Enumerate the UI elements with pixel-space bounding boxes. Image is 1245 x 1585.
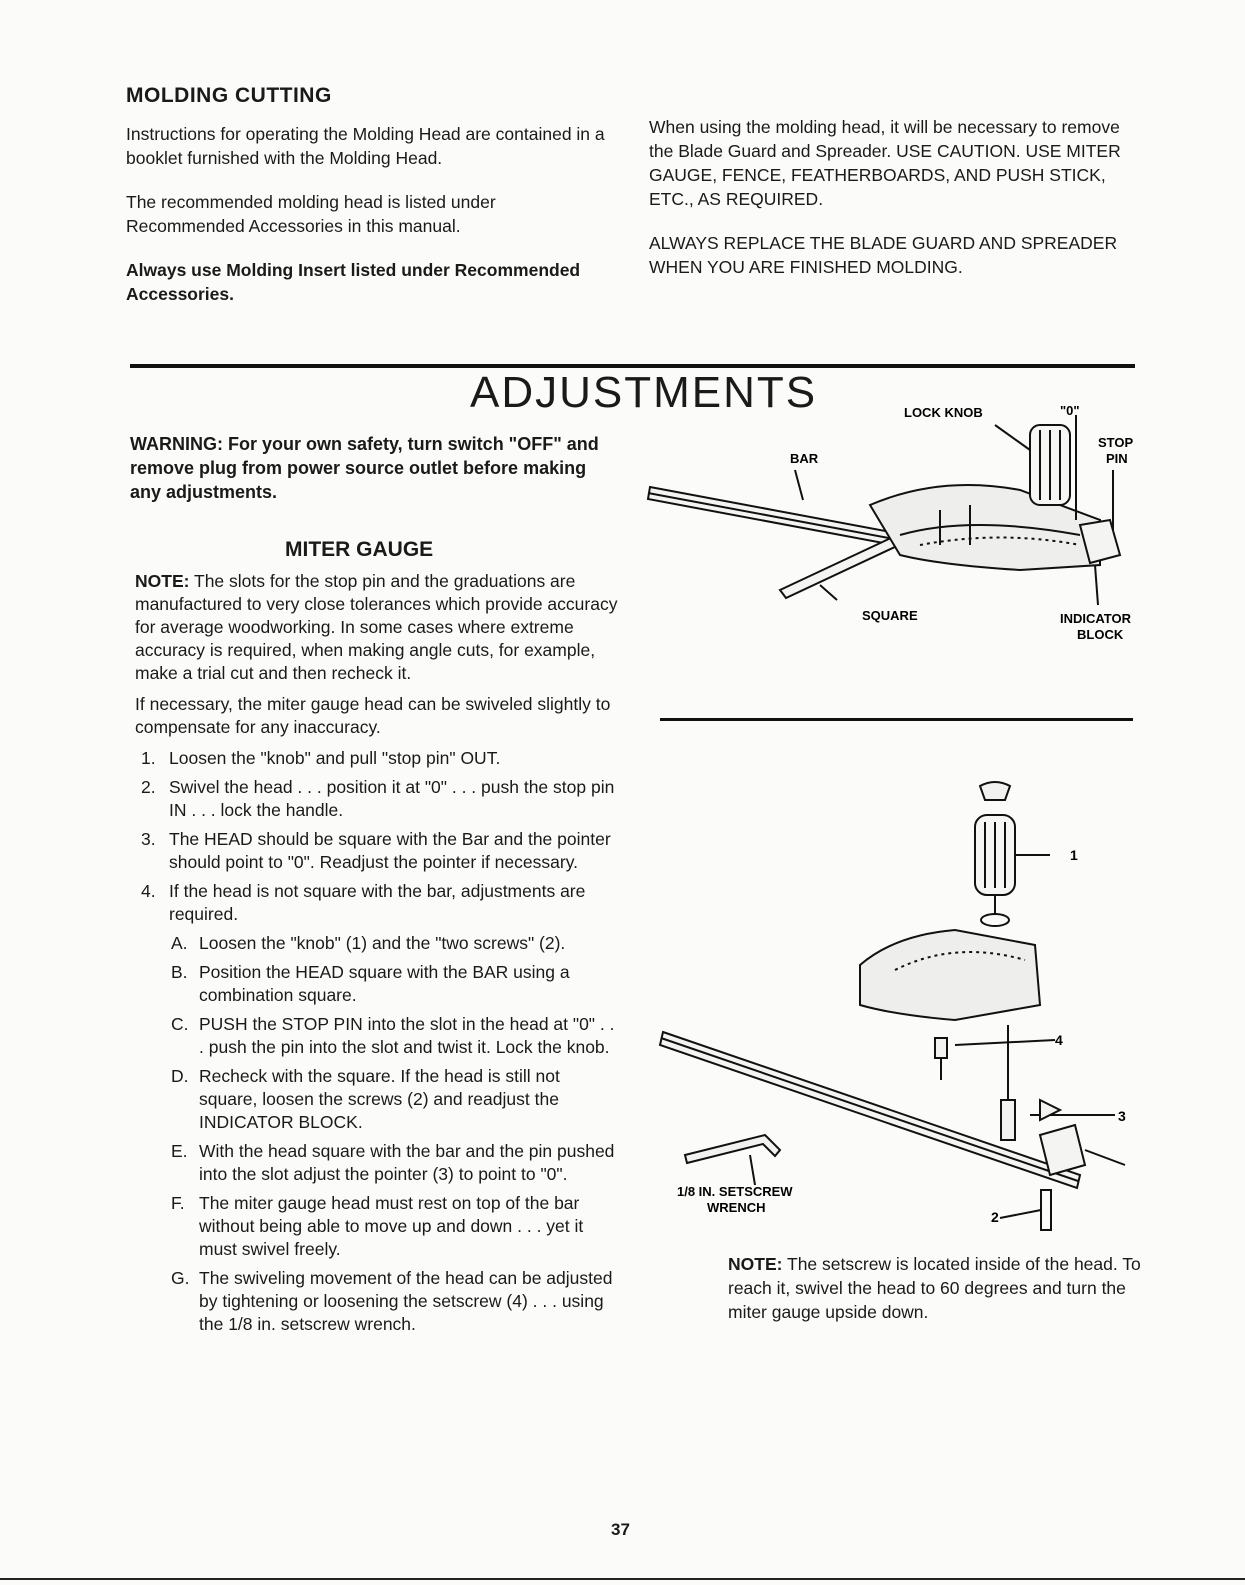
substep-text: The swiveling movement of the head can be adjusted by tightening or loosening the setscrew (4) . . . using the 1/8 in. setscrew wrench. xyxy=(199,1268,613,1334)
list-item xyxy=(135,1065,620,1134)
substep-letter: A. xyxy=(171,933,188,953)
square-label: SQUARE xyxy=(862,608,918,623)
substep-text: With the head square with the bar and the pin pushed into the slot adjust the pointer (3) to point to "0". xyxy=(199,1141,615,1184)
step-text: If the head is not square with the bar, adjustments are required. xyxy=(169,881,586,924)
list-item xyxy=(135,880,620,926)
step-number: 4. xyxy=(141,881,156,901)
substep-letter: D. xyxy=(171,1066,189,1086)
list-item xyxy=(135,747,620,770)
miter-steps xyxy=(135,747,620,1336)
indicator-label: INDICATOR xyxy=(1060,611,1132,626)
page-bottom-edge xyxy=(0,1578,1245,1580)
list-item xyxy=(135,1192,620,1261)
list-item xyxy=(135,961,620,1007)
miter-gauge-body xyxy=(135,570,620,1342)
safety-warning: WARNING: For your own safety, turn switch "OFF" and remove plug from power source outlet before making any adjustments. xyxy=(130,434,599,502)
molding-paragraph-2: The recommended molding head is listed under Recommended Accessories in this manual. xyxy=(126,192,496,236)
step-text: The HEAD should be square with the Bar and the pointer should point to "0". Readjust the pointer if necessary. xyxy=(169,829,611,872)
list-item xyxy=(135,828,620,874)
molding-paragraph-1: Instructions for operating the Molding Head are contained in a booklet furnished with the Molding Head. xyxy=(126,124,605,168)
zero-label: "0" xyxy=(1060,403,1080,418)
molding-right-column xyxy=(649,115,1127,279)
callout-4: 4 xyxy=(1055,1032,1063,1048)
lock-knob-label: LOCK KNOB xyxy=(904,405,983,420)
pin-label: PIN xyxy=(1106,451,1128,466)
list-item xyxy=(135,1140,620,1186)
block-label: BLOCK xyxy=(1077,627,1124,642)
step-number: 2. xyxy=(141,777,156,797)
substep-text: The miter gauge head must rest on top of the bar without being able to move up and down . . . yet it must swivel freely. xyxy=(199,1193,584,1259)
list-item xyxy=(135,1013,620,1059)
substep-text: Recheck with the square. If the head is still not square, loosen the screws (2) and readjust the INDICATOR BLOCK. xyxy=(199,1066,560,1132)
callout-1: 1 xyxy=(1070,847,1078,863)
list-item xyxy=(135,1267,620,1336)
molding-heading: MOLDING CUTTING xyxy=(126,84,332,107)
molding-left-column xyxy=(126,122,608,306)
miter-note xyxy=(135,570,620,685)
substep-letter: E. xyxy=(171,1141,188,1161)
molding-caution-paragraph: When using the molding head, it will be necessary to remove the Blade Guard and Spreader. USE CAUTION. USE MITER GAUGE, FENCE, FEATHERBOARDS, AND PUSH STICK, ETC., AS REQUIRED. xyxy=(649,117,1121,209)
figure-divider xyxy=(660,718,1133,721)
setscrew-note xyxy=(728,1252,1148,1324)
miter-paragraph-2: If necessary, the miter gauge head can be swiveled slightly to compensate for any inaccuracy. xyxy=(135,694,611,737)
setscrew-note-text: The setscrew is located inside of the head. To reach it, swivel the head to 60 degrees and turn the miter gauge upside down. xyxy=(728,1254,1141,1322)
setscrew-note-label: NOTE: xyxy=(728,1254,783,1274)
page-number: 37 xyxy=(611,1520,630,1539)
molding-replace-guard: ALWAYS REPLACE THE BLADE GUARD AND SPREADER WHEN YOU ARE FINISHED MOLDING. xyxy=(649,233,1118,277)
wrench-label-line1: 1/8 IN. SETSCREW xyxy=(677,1184,793,1199)
step-text: Loosen the "knob" and pull "stop pin" OUT. xyxy=(169,748,501,768)
adjustments-title: ADJUSTMENTS xyxy=(470,368,818,417)
substep-text: PUSH the STOP PIN into the slot in the head at "0" . . . push the pin into the slot and twist it. Lock the knob. xyxy=(199,1014,615,1057)
miter-gauge-heading: MITER GAUGE xyxy=(285,538,434,561)
wrench-label-line2: WRENCH xyxy=(707,1200,766,1215)
miter-note-text: The slots for the stop pin and the graduations are manufactured to very close tolerances which provide accuracy for average woodworking. In some cases where extreme accuracy is required, when making angle cuts, for example, make a trial cut and then recheck it. xyxy=(135,571,618,683)
callout-2: 2 xyxy=(991,1209,999,1225)
list-item xyxy=(135,776,620,822)
molding-insert-warning: Always use Molding Insert listed under Recommended Accessories. xyxy=(126,260,581,304)
callout-3: 3 xyxy=(1118,1108,1126,1124)
substep-letter: C. xyxy=(171,1014,189,1034)
miter-note-label: NOTE: xyxy=(135,571,190,591)
step-number: 3. xyxy=(141,829,156,849)
bar-label: BAR xyxy=(790,451,819,466)
step-text: Swivel the head . . . position it at "0" . . . push the stop pin IN . . . lock the handle. xyxy=(169,777,615,820)
stop-label: STOP xyxy=(1098,435,1134,450)
list-item xyxy=(135,932,620,955)
substep-text: Loosen the "knob" (1) and the "two screws" (2). xyxy=(199,933,566,953)
exploded-miter-gauge-figure xyxy=(655,770,1145,1240)
substep-letter: F. xyxy=(171,1193,185,1213)
substep-text: Position the HEAD square with the BAR using a combination square. xyxy=(199,962,570,1005)
substep-letter: G. xyxy=(171,1268,190,1288)
step-number: 1. xyxy=(141,748,156,768)
substep-letter: B. xyxy=(171,962,188,982)
miter-gauge-figure xyxy=(640,395,1160,655)
